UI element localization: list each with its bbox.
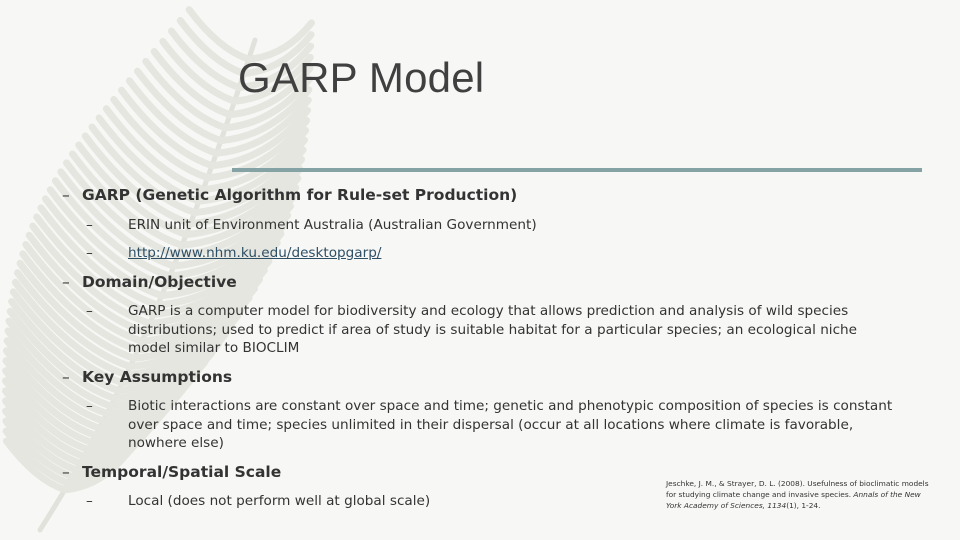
sub-bullet-link <box>86 244 898 263</box>
bullet-heading-assumptions <box>62 368 233 386</box>
reference-citation <box>666 478 934 511</box>
citation-pages: (1), 1-24. <box>786 501 821 510</box>
bullet-dash: – <box>62 273 70 291</box>
bullet-dash: – <box>86 245 93 261</box>
bullet-heading-garp <box>62 186 518 204</box>
bullet-dash: – <box>62 463 70 481</box>
bullet-heading-text: Key Assumptions <box>82 368 233 386</box>
desktopgarp-link[interactable]: http://www.nhm.ku.edu/desktopgarp/ <box>128 245 382 261</box>
sub-bullet-text: Biotic interactions are constant over space and time; genetic and phenotypic composition of species is constant over space and time; species unlimited in their dispersal (occur at all locations where climate is favorable, nowhere else) <box>128 398 893 451</box>
sub-bullet-scale-description <box>86 492 528 511</box>
bullet-dash: – <box>86 398 93 414</box>
bullet-heading-text: Domain/Objective <box>82 273 237 291</box>
sub-bullet-text: ERIN unit of Environment Australia (Australian Government) <box>128 217 537 233</box>
bullet-heading-domain <box>62 273 237 291</box>
bullet-dash: – <box>62 186 70 204</box>
sub-bullet-erin <box>86 216 898 235</box>
sub-bullet-text: Local (does not perform well at global scale) <box>128 493 431 509</box>
sub-bullet-domain-description <box>86 302 898 358</box>
bullet-dash: – <box>62 368 70 386</box>
bullet-heading-text: Temporal/Spatial Scale <box>82 463 282 481</box>
sub-bullet-text: GARP is a computer model for biodiversity and ecology that allows prediction and analysis of wild species distributions; used to predict if area of study is suitable habitat for a particular species; an ecological niche model similar to BIOCLIM <box>128 303 858 356</box>
sub-bullet-assumptions-description <box>86 397 898 453</box>
citation-authors: Jeschke, J. M., & Strayer, D. L. (2008). Usefulness of bioclimatic models for studying climate change and invasive species. <box>666 479 929 499</box>
bullet-heading-scale <box>62 463 282 481</box>
slide-title: GARP Model <box>238 54 485 101</box>
bullet-dash: – <box>86 493 93 509</box>
bullet-dash: – <box>86 217 93 233</box>
bullet-heading-text: GARP (Genetic Algorithm for Rule-set Production) <box>82 186 518 204</box>
citation-journal: Annals of the New York Academy of Sciences, 1134 <box>666 490 921 510</box>
bullet-dash: – <box>86 303 93 319</box>
